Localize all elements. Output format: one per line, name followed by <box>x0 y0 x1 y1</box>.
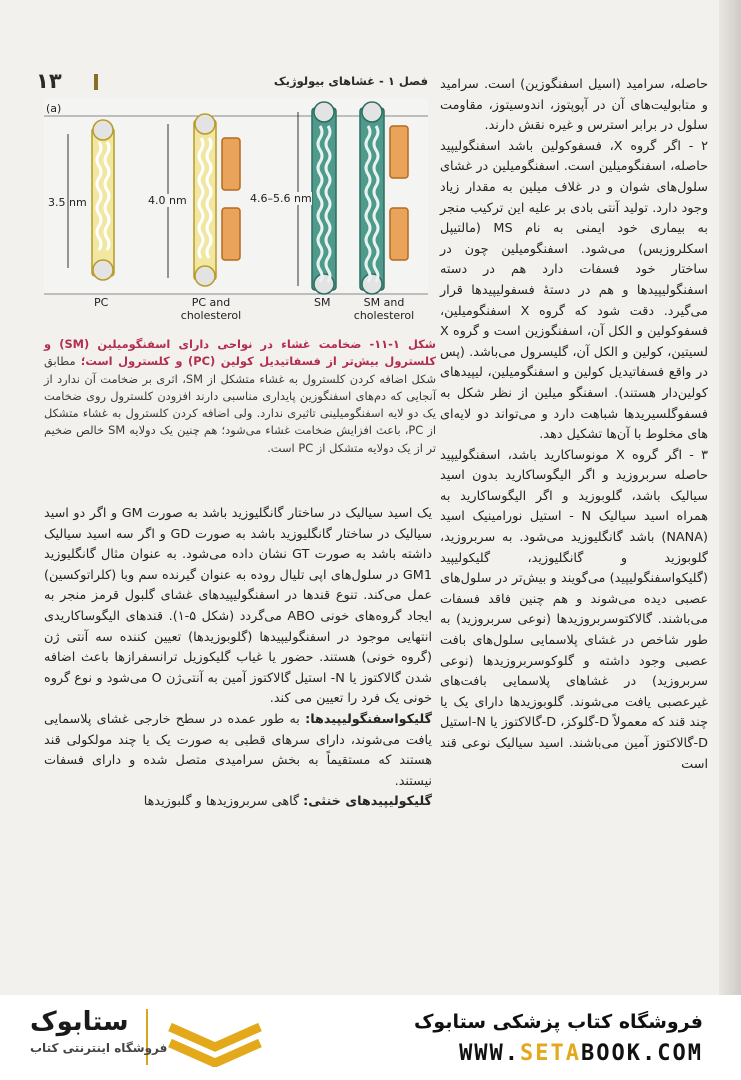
page-header <box>30 69 430 93</box>
membrane-figure <box>44 98 428 334</box>
shop-name: فروشگاه کتاب پزشکی ستابوک <box>413 1011 703 1033</box>
paragraph: ۲ - اگر گروه X، فسفوکولین باشد اسفنگولیپید حاصله، اسفنگومیلین است. اسفنگومیلین در غشای سلول‌های شوان و در غلاف میلین به مقدار زیاد وجود دارد. تولید آنتی بادی بر علیه این ترکیب منجر به بیماری خود ایمنی به نام MS (مالتیپل اسکلروزیس) می‌شود. اسفنگومیلین چون در ساختار خود فسفات دارد هم در دسته اسفنگولیپیدها و هم در دستهٔ فسفولیپیدها قرار می‌گیرد. دقت شود که گروه X اسفنگومیلین، فسفوکولین و الکل آن، اسفنگوزین است و گروه X لسیتین، کولین و الکل آن، گلیسرول می‌باشد. (پس در واقع فسفاتیدیل کولین و اسفنگومیلین، لیپیدهای کولین‌دار هستند). اسفنگو میلین از نظر شکل به فسفوگلسیریدها شباهت دارد و می‌تواند دو لایه‌ای های مخلوط با آن‌ها تشکیل دهد. <box>440 138 709 443</box>
sm-cholesterol-bilayer <box>360 102 408 294</box>
chapter-title: فصل ۱ - غشاهای بیولوژیک <box>273 74 428 88</box>
pc-cholesterol-bilayer <box>194 114 240 286</box>
paragraph <box>44 710 432 792</box>
measure-pc-chol: 4.0 nm <box>148 194 187 207</box>
logo-wordmark: ستابوک <box>30 1007 129 1037</box>
right-text-column <box>440 75 708 775</box>
paragraph: حاصله، سرامید (اسیل اسفنگوزین) است. سرامید و متابولیت‌های آن در آپوپتوز، اندوسیتوز، مقاومت سلول در برابر استرس و غیره نقش دارند. <box>440 77 708 134</box>
sm-bilayer <box>312 102 336 294</box>
label-pc-chol: PC and cholesterol <box>180 296 242 322</box>
paragraph: ۳ - اگر گروه X مونوساکارید باشد، اسفنگولیپید حاصله سربروزید و اگر الیگوساکارید بدون اسید سیالیک باشد، گلوبوزید و اگر الیگوساکارید به همراه اسید سیالیک N - استیل نورامینیک اسید (NANA) باشد گانگلیوزید می‌شود. به سربروزید، گلوبوزید و گانگلیوزید، گلیکولیپید (گلیکواسفنگولیپید) می‌گویند و بیش‌تر در سلول‌های عصبی دیده می‌شوند و هم چنین فاقد فسفات می‌باشند. گالاکتوسربروزیدها (نوعی سربروزید) به طور شاخص در غشای پلاسمایی سلول‌های بافت عصبی وجود داشته و گلوکوسربروزیدها (نوعی سربروزید) در غشاهای پلاسمایی بافت‌های غیرعصبی یافت می‌شوند. گلوبوزیدها دارای یک یا چند قند که معمولاً D-گلوکز، D-گالاکتوز یا N-استیل D-گالاکتوز آمین می‌باشند. اسید سیالیک نوعی قند است <box>440 447 708 772</box>
page-edge <box>719 0 741 995</box>
url-prefix: WWW. <box>459 1041 521 1066</box>
panel-label: (a) <box>46 102 62 115</box>
page-number: ۱۳ <box>36 69 62 93</box>
caption-body: مطابق شکل اضافه کردن کلسترول به غشاء متشکل از SM، اثری بر ضخامت آن ندارد از آنجایی که دم‌های اسفنگوزین پایداری مناسبی دارند افزودن کلسترول روی ضخامت یک دو لایه اسفنگومیلینی تاثیری ندارد. ولی اضافه کردن کلسترول به غشاء متشکل از PC، باعث افزایش ضخامت غشاء می‌شود؛ هم چنین یک دولایه SM خالص ضخیم تر از یک دولایه متشکل از PC است. <box>44 354 436 455</box>
label-pc: PC <box>94 296 109 309</box>
left-text-column <box>44 504 432 813</box>
term-heading: گلیکولیپیدهای خنثی: <box>303 794 432 810</box>
measure-pc: 3.5 nm <box>48 196 87 209</box>
label-sm-chol: SM and cholesterol <box>353 296 415 322</box>
logo-tagline: فروشگاه اینترنتی کتاب <box>30 1041 168 1055</box>
term-text: گاهی سربروزیدها و گلبوزیدها <box>143 794 304 810</box>
logo-divider <box>146 1009 148 1065</box>
url-suffix: BOOK.COM <box>581 1041 703 1066</box>
label-sm: SM <box>314 296 331 309</box>
paragraph <box>44 792 432 813</box>
store-banner <box>0 995 741 1080</box>
paragraph: یک اسید سیالیک در ساختار گانگلیوزید باشد به صورت GM و اگر دو اسید سیالیک در ساختار گانگلیوزید باشد به صورت GD و اگر سه اسید سیالیک داشته باشد به صورت GT نشان داده می‌شود. به عنوان مثال گانگلیوزید GM1 در سلول‌های اپی تلیال روده به عنوان گیرنده سم وبا (کلراتوکسین) عمل می‌کند. تنوع قندها در اسفنگولیپیدهای غشای گلبول قرمز منجر به ایجاد گروه‌های خونی ABO می‌گردد (شکل ۵-۱). قندهای الیگوساکاریدی انتهایی موجود در اسفنگولیپیدها (گلوبوزیدها) تعیین کننده سه آنتی ژن (گروه خونی) هستند. حضور یا غیاب گلیکوزیل ترانسفرازها باعث اضافه شدن گالاکتوز یا N- استیل گالاکتوز آمین به آنتی‌ژن O می‌شود و نوع گروه خونی یک فرد را تعیین می کند. <box>44 506 433 707</box>
term-heading: گلیکواسفنگولیپیدها: <box>305 711 432 727</box>
header-divider <box>94 74 98 90</box>
measure-sm: 4.6–5.6 nm <box>250 192 312 205</box>
url-accent: SETA <box>520 1041 582 1066</box>
figure-caption <box>44 336 436 457</box>
caption-title: شکل ۱-۱۱- ضخامت غشاء در نواحی دارای اسفنگومیلین (SM) و کلسترول بیش‌تر از فسفاتیدیل کولین (PC) و کلسترول است؛ <box>44 337 436 369</box>
pc-bilayer <box>92 120 114 280</box>
store-logo[interactable] <box>30 1007 260 1071</box>
logo-chevrons-icon <box>160 1011 270 1067</box>
term-text: به طور عمده در سطح خارجی غشای پلاسمایی یافت می‌شوند، دارای سرهای قطبی به صورت یک یا چند مولکولی قند هستند که مستقیماً به بخش سرامیدی متصل شده و دارای فسفات نیستند. <box>44 711 432 789</box>
shop-url[interactable] <box>459 1041 703 1066</box>
